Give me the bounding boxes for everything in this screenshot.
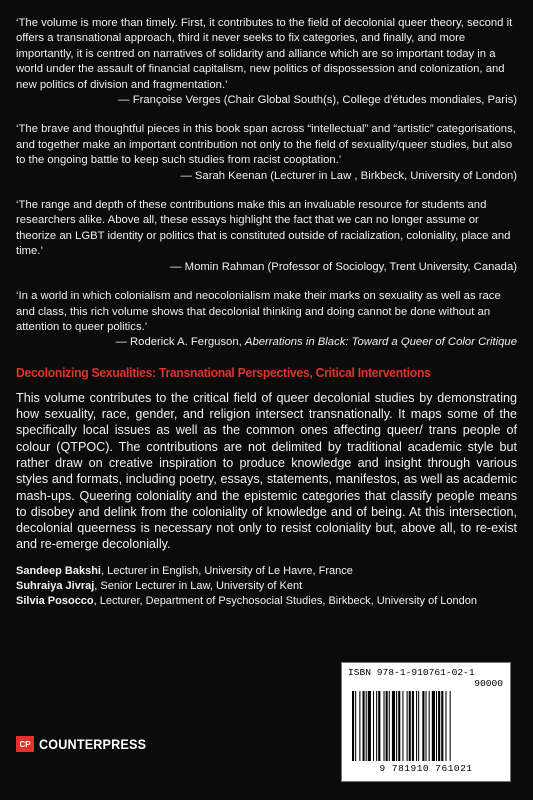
attribution-author: — Roderick A. Ferguson, [115, 336, 245, 349]
endorsement-text: ‘In a world in which colonialism and neocolonialism make their marks on sexuality as well as race and class, this rich volume shows that decolonial thinking and doing cannot be done without an attention to queer politics.’ [16, 290, 501, 333]
endorsement-text: ‘The volume is more than timely. First, it contributes to the field of decolonial queer theory, second it offers a transnational approach, third it never seeks to fix categories, and finally, and more importantly, it is centred on narratives of solidarity and alliance which are so important today in a world under the assault of financial capitalism, new politics of dispossession and colonization, and new politics of division and fragmentation.’ [16, 17, 513, 91]
editor-name: Silvia Posocco [16, 595, 94, 608]
barcode-stripe [386, 691, 388, 761]
barcode-stripe [392, 691, 395, 761]
barcode-stripe [436, 691, 437, 761]
barcode-stripe [389, 691, 390, 761]
barcode-stripe [412, 691, 414, 761]
barcode-digits: 9 781910 761021 [379, 763, 473, 774]
endorsement-4 [16, 289, 517, 351]
book-title-headline: Decolonizing Sexualities: Transnational Perspectives, Critical Interventions [16, 364, 431, 380]
barcode-stripe [422, 691, 424, 761]
back-cover [16, 16, 517, 609]
endorsement-2 [16, 122, 517, 184]
barcode-stripe [378, 691, 380, 761]
barcode-stripe [450, 691, 451, 761]
barcode-stripe [398, 691, 400, 761]
editor-role: , Lecturer in English, University of Le Havre, France [100, 564, 353, 577]
barcode-stripe [359, 691, 360, 761]
endorsement-attribution [16, 335, 517, 350]
editor-entry [16, 579, 517, 594]
barcode-stripe [368, 691, 371, 761]
endorsement-1 [16, 16, 517, 108]
barcode-stripe [432, 691, 435, 761]
barcode-stripe [363, 691, 365, 761]
editor-name: Suhraiya Jivraj [16, 579, 95, 592]
endorsement-attribution: — Momin Rahman (Professor of Sociology, Trent University, Canada) [170, 260, 517, 273]
barcode-stripe [396, 691, 397, 761]
isbn-label: ISBN 978-1-910761-02-1 [348, 667, 475, 678]
publisher-name: COUNTERPRESS [39, 736, 147, 752]
barcode-stripe [445, 691, 446, 761]
editors-list [16, 564, 517, 610]
publisher-logo [16, 736, 158, 752]
editor-entry [16, 594, 517, 609]
endorsement-text: ‘The range and depth of these contributions make this an invaluable resource for students and researchers alike. Above all, these essays highlight the fact that we can no longer assume or theorize an LGBT identity or politics that is constituted outside of racialization, coloniality, place and time.’ [16, 199, 511, 258]
price-code: 90000 [474, 678, 503, 689]
editor-role: , Senior Lecturer in Law, University of Kent [94, 579, 303, 592]
endorsement-attribution: — Françoise Verges (Chair Global South(s), College d’études mondiales, Paris) [118, 94, 517, 107]
barcode-stripe [416, 691, 417, 761]
barcode-stripe [366, 691, 367, 761]
barcode-stripe [429, 691, 430, 761]
barcode-stripe [355, 691, 356, 761]
publisher-mark-icon: CP [16, 736, 34, 752]
barcode-stripe [376, 691, 377, 761]
barcode-stripe [438, 691, 440, 761]
editor-entry [16, 564, 517, 579]
book-description: This volume contributes to the critical field of queer decolonial studies by demonstrating how sexuality, race, gender, and religion intersect transnationally. It maps some of the specifically local issues as well as the common ones affecting queer/ trans people of colour (QTPOC). The contributions are not delimited by traditional academic style but rather draw on creative inspiration to produce knowledge and insight through various styles and formats, including poetry, essays, statements, manifestos, as well as academic mash-ups. Queering coloniality and the epistemic categories that classify people means to disobey and delink from the coloniality of knowledge and of being. At this intersection, decolonial queerness is necessary not only to resist coloniality but, above all, to re-exist and re-emerge decolonially. [16, 390, 517, 552]
barcode-stripe [373, 691, 374, 761]
barcode-stripe [384, 691, 385, 761]
barcode-stripe [409, 691, 411, 761]
endorsement-3 [16, 198, 517, 275]
barcode-stripe [407, 691, 408, 761]
barcode-stripe [426, 691, 427, 761]
barcode-bars [352, 691, 502, 761]
endorsement-attribution: — Sarah Keenan (Lecturer in Law , Birkbeck, University of London) [180, 169, 517, 182]
barcode-stripe [441, 691, 443, 761]
endorsement-text: ‘The brave and thoughtful pieces in this book span across “intellectual” and “artistic” categorisations, and together make an important contribution not only to the field of sexuality/queer studies, but also to the ongoing battle to keep such studies from racist cooptation.’ [16, 123, 516, 167]
barcode-stripe [352, 691, 354, 761]
editor-role: , Lecturer, Department of Psychosocial Studies, Birkbeck, University of London [93, 595, 478, 608]
attribution-book-title: Aberrations in Black: Toward a Queer of Color Critique [244, 336, 517, 349]
isbn-barcode [341, 662, 511, 782]
editor-name: Sandeep Bakshi [16, 564, 101, 577]
barcode-stripe [418, 691, 419, 761]
barcode-stripe [402, 691, 403, 761]
